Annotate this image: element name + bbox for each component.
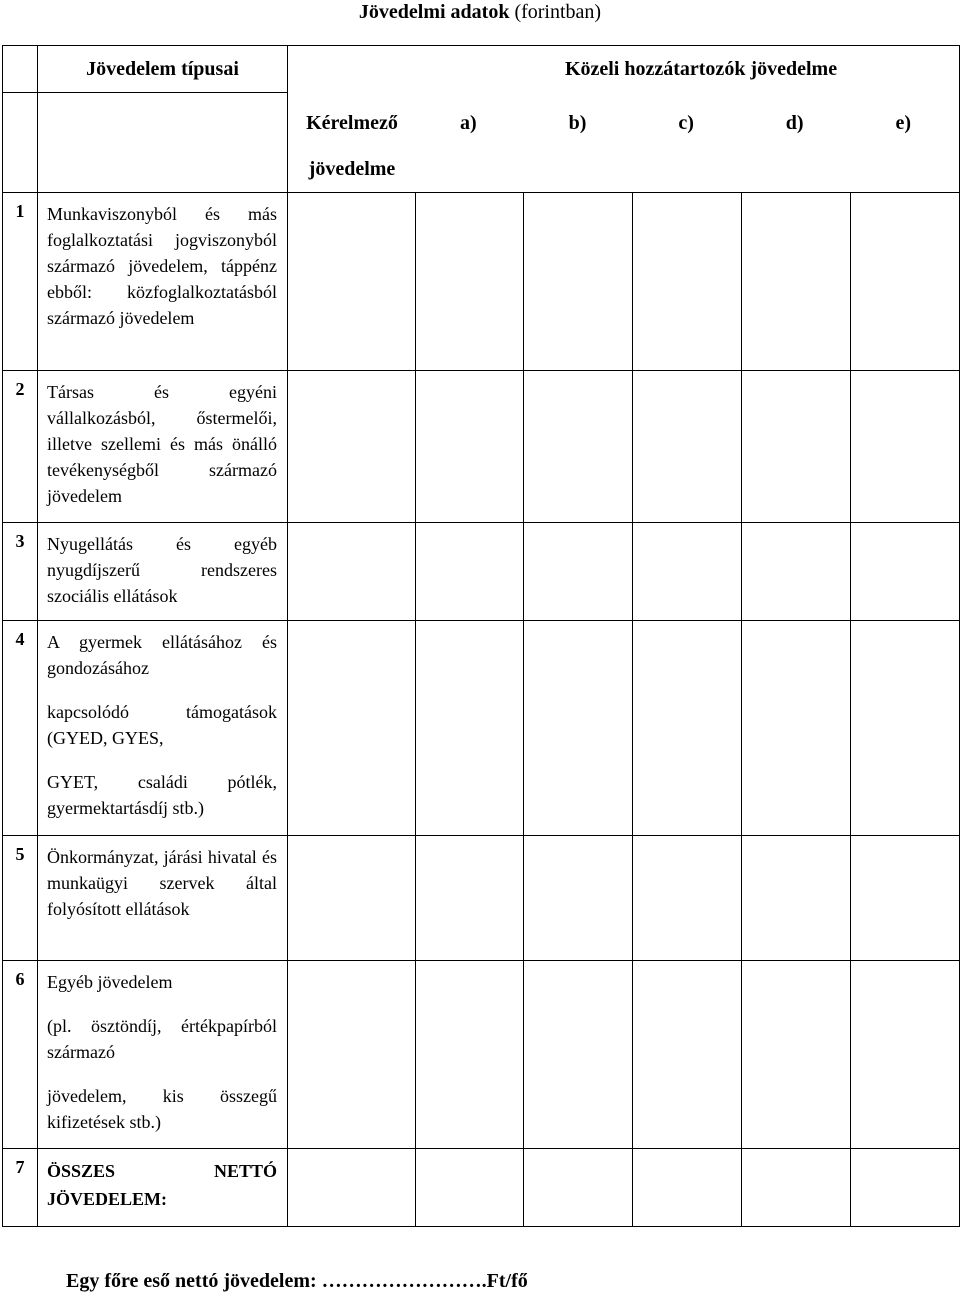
income-type-label: [38, 835, 288, 960]
relative-b-amount-cell[interactable]: [524, 370, 633, 522]
relative-e-amount-cell[interactable]: [851, 620, 960, 835]
title-main: Jövedelmi adatok: [358, 1, 510, 23]
header-subheadings: [288, 93, 960, 193]
income-type-text: Egyéb jövedelem: [47, 971, 173, 992]
income-type-text: A gyermek ellátásához és gondozásához: [47, 631, 277, 678]
relative-b-amount-cell[interactable]: [524, 620, 633, 835]
applicant-amount-cell[interactable]: [288, 960, 416, 1148]
relative-d-amount-cell[interactable]: [742, 835, 851, 960]
total-net-income-label: [38, 1148, 288, 1226]
relative-a-amount-cell[interactable]: [416, 620, 524, 835]
header-blank-cell: [38, 93, 288, 193]
relative-e-amount-cell[interactable]: [851, 835, 960, 960]
total-label-text: ÖSSZES NETTÓ JÖVEDELEM:: [47, 1160, 277, 1209]
income-type-label: [38, 960, 288, 1148]
income-type-label: [38, 192, 288, 370]
income-type-text: kapcsolódó támogatások (GYED, GYES,: [47, 701, 277, 748]
column-d: d): [785, 111, 804, 134]
income-type-text: jövedelem, kis összegű kifizetések stb.): [47, 1085, 277, 1132]
relative-a-amount-cell[interactable]: [416, 522, 524, 620]
income-type-text: Munkaviszonyból és más foglalkoztatási jogviszonyból származó jövedelem, táppénz ebből: közfoglalkoztatásból származó jövedelem: [47, 203, 277, 328]
header-relatives-income: Közeli hozzátartozók jövedelme: [288, 46, 960, 93]
relative-c-amount-cell[interactable]: [633, 960, 742, 1148]
column-b: b): [568, 111, 587, 134]
income-type-text: Társas és egyéni vállalkozásból, őstermelői, illetve szellemi és más önálló tevékenységből származó jövedelem: [47, 381, 277, 506]
relative-a-amount-cell[interactable]: [416, 192, 524, 370]
income-table: [2, 45, 960, 1227]
column-e: e): [895, 111, 912, 134]
relative-c-amount-cell[interactable]: [633, 620, 742, 835]
relative-c-amount-cell[interactable]: [633, 192, 742, 370]
income-type-text: Nyugellátás és egyéb nyugdíjszerű rendszeres szociális ellátások: [47, 533, 277, 606]
relative-c-amount-cell[interactable]: [633, 370, 742, 522]
applicant-amount-cell[interactable]: [288, 522, 416, 620]
relative-c-amount-cell[interactable]: [633, 835, 742, 960]
relative-d-amount-cell[interactable]: [742, 192, 851, 370]
page-title: [0, 0, 960, 24]
relative-e-amount-cell[interactable]: [851, 370, 960, 522]
applicant-amount-cell[interactable]: [288, 620, 416, 835]
row-number: 6: [3, 960, 38, 1148]
row-number: 4: [3, 620, 38, 835]
relative-a-amount-cell[interactable]: [416, 960, 524, 1148]
relative-a-amount-cell[interactable]: [416, 835, 524, 960]
header-blank-cell: [3, 46, 38, 93]
income-type-text: Önkormányzat, járási hivatal és munkaügyi szervek által folyósított ellátások: [47, 846, 277, 919]
applicant-amount-cell[interactable]: [288, 370, 416, 522]
relative-a-amount-cell[interactable]: [416, 370, 524, 522]
relative-e-amount-cell[interactable]: [851, 960, 960, 1148]
row-number: 2: [3, 370, 38, 522]
applicant-amount-cell[interactable]: [288, 835, 416, 960]
relative-b-amount-cell[interactable]: [524, 192, 633, 370]
relative-b-amount-cell[interactable]: [524, 835, 633, 960]
relative-b-amount-cell[interactable]: [524, 522, 633, 620]
row-number: 5: [3, 835, 38, 960]
relative-e-amount-cell[interactable]: [851, 522, 960, 620]
relative-a-total-cell[interactable]: [416, 1148, 524, 1226]
header-applicant-line2: jövedelme: [308, 157, 396, 180]
column-a: a): [460, 111, 477, 134]
income-type-text: (pl. ösztöndíj, értékpapírból származó: [47, 1015, 277, 1062]
applicant-total-cell[interactable]: [288, 1148, 416, 1226]
relative-b-amount-cell[interactable]: [524, 960, 633, 1148]
row-number: 1: [3, 192, 38, 370]
relative-d-amount-cell[interactable]: [742, 960, 851, 1148]
row-number: 3: [3, 522, 38, 620]
relative-c-total-cell[interactable]: [633, 1148, 742, 1226]
income-type-label: [38, 522, 288, 620]
relative-b-total-cell[interactable]: [524, 1148, 633, 1226]
income-type-label: [38, 620, 288, 835]
relative-d-amount-cell[interactable]: [742, 522, 851, 620]
row-number: 7: [3, 1148, 38, 1226]
relative-d-amount-cell[interactable]: [742, 370, 851, 522]
title-unit: (forintban): [514, 1, 602, 23]
relative-c-amount-cell[interactable]: [633, 522, 742, 620]
per-capita-income-line: Egy főre eső nettó jövedelem: …………………….Ft/fő: [66, 1270, 528, 1292]
income-type-text: GYET, családi pótlék, gyermektartásdíj stb.): [47, 771, 277, 818]
relative-d-total-cell[interactable]: [742, 1148, 851, 1226]
income-type-label: [38, 370, 288, 522]
header-applicant-line1: Kérelmező: [306, 111, 398, 134]
header-income-types: Jövedelem típusai: [38, 46, 288, 93]
header-blank-cell: [3, 93, 38, 193]
column-c: c): [678, 111, 694, 134]
applicant-amount-cell[interactable]: [288, 192, 416, 370]
relative-e-amount-cell[interactable]: [851, 192, 960, 370]
relative-e-total-cell[interactable]: [851, 1148, 960, 1226]
relative-d-amount-cell[interactable]: [742, 620, 851, 835]
